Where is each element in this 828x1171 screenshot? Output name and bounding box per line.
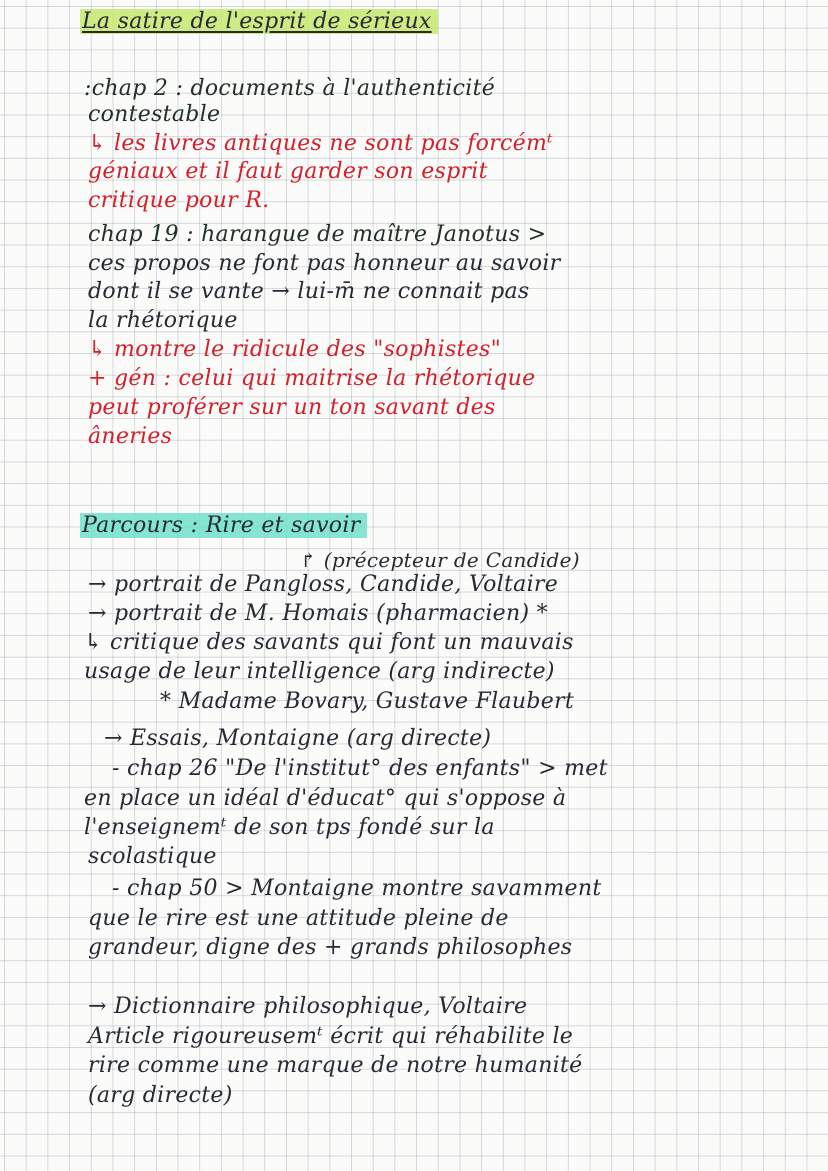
title-text: La satire de l'esprit de sérieux — [80, 9, 438, 34]
line-pangloss: → portrait de Pangloss, Candide, Voltaire — [88, 572, 559, 597]
line-chap26: - chap 26 "De l'institut° des enfants" > met — [112, 756, 608, 781]
line-essais: → Essais, Montaigne (arg directe) — [104, 726, 492, 751]
chap19-heading: chap 19 : harangue de maître Janotus > — [88, 222, 547, 247]
line-ideal: en place un idéal d'éducat° qui s'oppose à — [84, 786, 567, 811]
line-chap50: - chap 50 > Montaigne montre savamment — [112, 876, 602, 901]
chap19-note-line-2: + gén : celui qui maitrise la rhétorique — [88, 366, 536, 391]
chap19-line-3: la rhétorique — [88, 308, 238, 333]
chap19-note-line-3: peut proférer sur un ton savant des — [88, 395, 496, 420]
chap19-note-line-1: ↳ montre le ridicule des "sophistes" — [88, 337, 502, 362]
chap2-heading: :chap 2 : documents à l'authenticité — [84, 76, 496, 101]
chap19-note-line-4: âneries — [88, 424, 173, 449]
line-humanite: rire comme une marque de notre humanité — [88, 1053, 583, 1078]
chap19-line-1: ces propos ne font pas honneur au savoir — [88, 251, 561, 276]
chap2-note-line-3: critique pour R. — [88, 188, 270, 213]
line-usage: usage de leur intelligence (arg indirecte) — [84, 659, 555, 684]
line-dictionnaire: → Dictionnaire philosophique, Voltaire — [88, 994, 528, 1019]
page-title — [80, 8, 438, 36]
chap2-continuation: contestable — [88, 102, 221, 127]
section2-heading — [80, 512, 367, 540]
line-rire-attitude: que le rire est une attitude pleine de — [88, 906, 509, 931]
line-homais: → portrait de M. Homais (pharmacien) * — [88, 601, 548, 626]
line-enseignement: l'enseignemᵗ de son tps fondé sur la — [84, 815, 495, 840]
line-grandeur: grandeur, digne des + grands philosophes — [88, 935, 573, 960]
chap19-line-2: dont il se vante → lui-m̄ ne connait pas — [88, 279, 530, 304]
chap2-note-line-1: ↳ les livres antiques ne sont pas forcémᵗ — [88, 131, 553, 156]
line-scolastique: scolastique — [88, 844, 217, 869]
chap2-note-line-2: géniaux et il faut garder son esprit — [88, 159, 488, 184]
line-critique: ↳ critique des savants qui font un mauvais — [84, 630, 574, 655]
line-article: Article rigoureusemᵗ écrit qui réhabilite le — [88, 1024, 574, 1049]
section2-heading-text: Parcours : Rire et savoir — [80, 513, 367, 538]
line-bovary: * Madame Bovary, Gustave Flaubert — [160, 689, 575, 714]
preceptor-note: ↱ (précepteur de Candide) — [300, 548, 580, 572]
line-arg-directe: (arg directe) — [88, 1083, 233, 1108]
